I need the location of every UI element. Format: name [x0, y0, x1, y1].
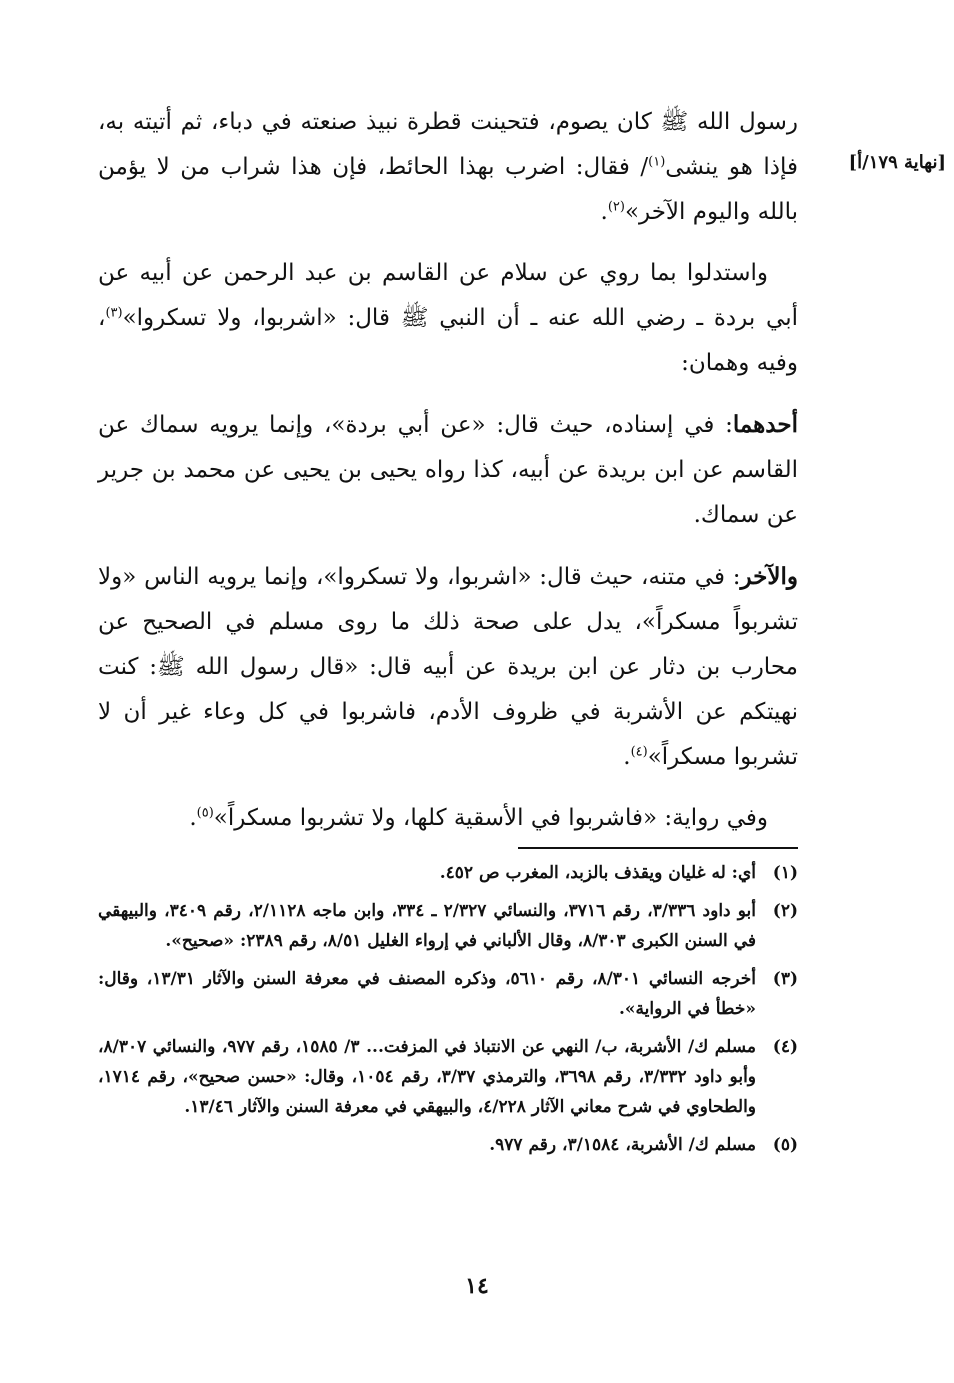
- footnote-number: (١): [772, 863, 798, 883]
- footnote-ref-4[interactable]: (٤): [630, 744, 648, 760]
- paragraph-4: [98, 554, 798, 780]
- footnote-text: أبو داود ٣/٣٣٦، رقم ٣٧١٦، والنسائي ٢/٣٢٧ ـ ٣٣٤، وابن ماجه ٢/١١٢٨، رقم ٣٤٠٩، والبيهقي في السنن الكبرى ٨/٣٠٣، وقال الألباني في إرواء الغليل ٨/٥١، رقم ٢٣٨٩: «صحيح».: [98, 901, 757, 951]
- footnote-number: (٢): [772, 901, 798, 921]
- footnote-number: (٣): [772, 969, 798, 989]
- paragraph-text: .: [600, 199, 608, 225]
- footnote-separator: [518, 847, 798, 849]
- paragraph-text: واستدلوا بما روي عن سلام عن القاسم بن عبد الرحمن عن أبيه عن أبي بردة ـ رضي الله عنه ـ أن النبي ﷺ قال: «اشربوا، ولا تسكروا»: [98, 260, 798, 331]
- footnote-ref-1[interactable]: (١): [648, 154, 666, 170]
- paragraph-text: وفي رواية: «فاشربوا في الأسقية كلها، ولا تشربوا مسكراً»: [213, 805, 768, 831]
- footnote-text: أخرجه النسائي ٨/٣٠١، رقم ٥٦١٠، وذكره المصنف في معرفة السنن والآثار ١٣/٣١، وقال: «خطأ في الرواية».: [98, 969, 756, 1019]
- footnote-text: أي: له غليان ويقذف بالزبد، المغرب ص ٤٥٢.: [439, 863, 756, 883]
- paragraph-text: / فقال: اضرب بهذا الحائط، فإن هذا شراب من لا يؤمن بالله واليوم الآخر»: [98, 154, 798, 225]
- footnotes: [98, 858, 798, 1168]
- footnote-text: مسلم ك/ الأشربة، ٣/١٥٨٤، رقم ٩٧٧.: [489, 1135, 756, 1155]
- paragraph-text: : في متنه، حيث قال: «اشربوا، ولا تسكروا»، وإنما يرويه الناس «ولا تشربواً مسكراً»، يدل على صحة ذلك ما روى مسلم في الصحيح عن محارب بن دثار عن ابن بريدة عن أبيه قال: «قال رسول الله ﷺ: كنت نهيتكم عن الأشربة في ظروف الأدم، فاشربوا في كل وعاء غير أن لا تشربوا مسكراً»: [98, 564, 798, 770]
- footnote-4: [98, 1032, 798, 1122]
- footnote-5: [98, 1130, 798, 1160]
- paragraph-lead-word: أحدهما: [732, 411, 798, 438]
- footnote-text: مسلم ك/ الأشربة، ب/ النهي عن الانتباذ في المزفت... ٣/ ١٥٨٥، رقم ٩٧٧، والنسائي ٨/٣٠٧، وأبو داود ٣/٣٣٢، رقم ٣٦٩٨، والترمذي ٣/٣٧، رقم ١٠٥٤، وقال: «حسن صحيح»، رقم ١٧١٤، والطحاوي في شرح معاني الآثار ٤/٢٢٨، والبيهقي في معرفة السنن والآثار ١٣/٤٦.: [98, 1037, 756, 1117]
- paragraph-text: : في إسناده، حيث قال: «عن أبي بردة»، وإنما يرويه سماك عن القاسم عن ابن بريدة عن أبيه، كذا رواه يحيى بن يحيى عن محمد بن جرير عن سماك.: [98, 412, 798, 528]
- footnote-3: [98, 964, 798, 1024]
- paragraph-text: .: [623, 744, 631, 770]
- footnote-2: [98, 896, 798, 956]
- paragraph-3: [98, 402, 798, 538]
- paragraph-1: [98, 100, 798, 235]
- paragraph-text: رسول الله ﷺ كان يصوم، فتحينت قطرة نبيذ صنعته في دباء، ثم أتيته به، فإذا هو ينشى: [98, 109, 798, 180]
- main-text: [98, 100, 798, 857]
- footnote-ref-5[interactable]: (٥): [196, 805, 214, 821]
- footnote-ref-3[interactable]: (٣): [105, 305, 123, 321]
- margin-folio-note: [نهاية ١٧٩/أ]: [848, 152, 946, 173]
- paragraph-text: .: [189, 805, 197, 831]
- paragraph-text: ، وفيه وهمان:: [98, 305, 798, 376]
- footnote-1: [98, 858, 798, 888]
- paragraph-2: [98, 251, 798, 386]
- footnote-number: (٥): [772, 1135, 798, 1155]
- paragraph-lead-word: والآخر: [740, 563, 798, 590]
- footnote-ref-2[interactable]: (٢): [607, 199, 625, 215]
- page-number: ١٤: [465, 1273, 489, 1299]
- footnote-number: (٤): [772, 1037, 798, 1057]
- paragraph-5: [98, 796, 798, 841]
